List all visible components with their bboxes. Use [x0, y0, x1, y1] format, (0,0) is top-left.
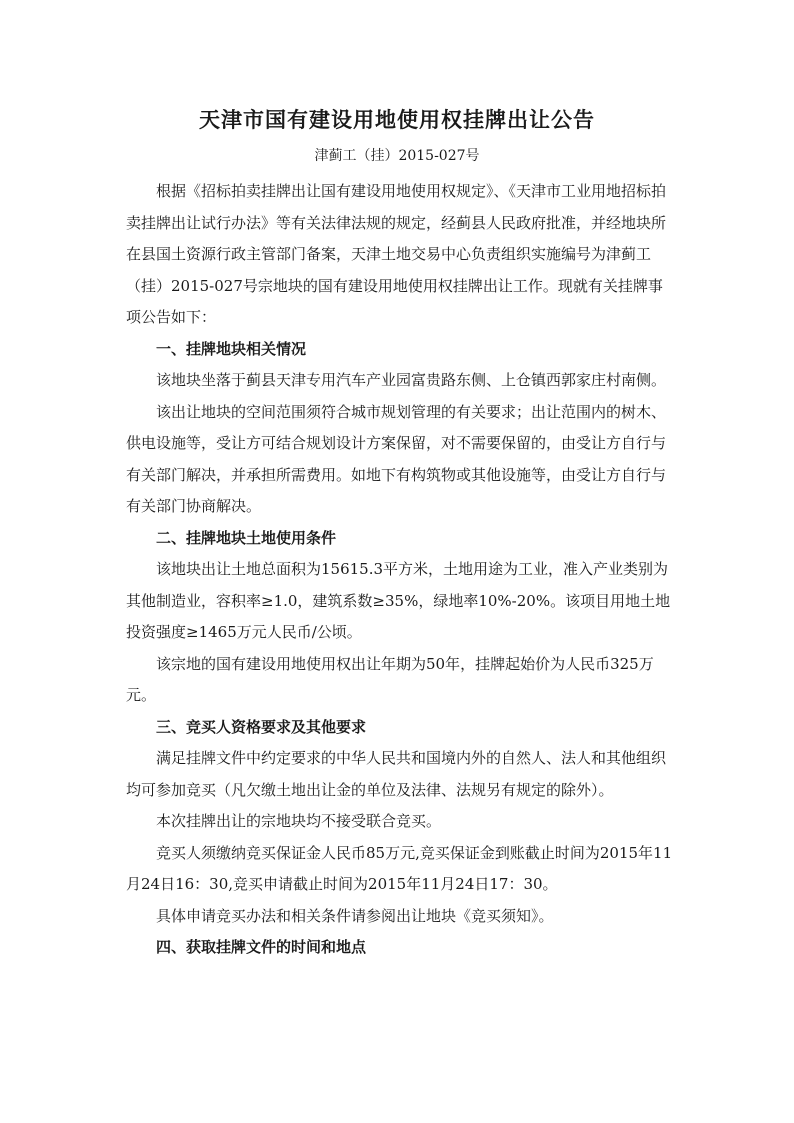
paragraph: 该地块坐落于蓟县天津专用汽车产业园富贵路东侧、上仓镇西郭家庄村南侧。 [156, 371, 667, 389]
document-body [126, 176, 676, 964]
intro-paragraph: 根据《招标拍卖挂牌出让国有建设用地使用权规定》、《天津市工业用地招标拍卖挂牌出让试行办法》等有关法律法规的规定，经蓟县人民政府批准，并经地块所在县国土资源行政主管部门备案，天津土地交易中心负责组织实施编号为津蓟工（挂）2015-027号宗地块的国有建设用地使用权挂牌出让工作。现就有关挂牌事项公告如下： [126, 182, 667, 326]
section-heading-1: 一、挂牌地块相关情况 [156, 339, 307, 358]
paragraph: 具体申请竞买办法和相关条件请参阅出让地块《竞买须知》。 [156, 906, 554, 925]
paragraph: 该宗地的国有建设用地使用权出让年期为50年，挂牌起始价为人民币325万元。 [126, 654, 654, 704]
section-heading-2: 二、挂牌地块土地使用条件 [156, 528, 337, 547]
page-title: 天津市国有建设用地使用权挂牌出让公告 [199, 108, 595, 132]
section-heading-4: 四、获取挂牌文件的时间和地点 [156, 938, 367, 956]
document-number: 津蓟工（挂）2015-027号 [314, 148, 480, 164]
paragraph: 本次挂牌出让的宗地块均不接受联合竞买。 [156, 812, 442, 830]
paragraph: 该出让地块的空间范围须符合城市规划管理的有关要求；出让范围内的树木、供电设施等，受让方可结合规划设计方案保留，对不需要保留的，由受让方自行与有关部门解决，并承担所需费用。如地下有构筑物或其他设施等，由受让方自行与有关部门协商解决。 [126, 402, 667, 515]
section-heading-3: 三、竞买人资格要求及其他要求 [156, 717, 367, 736]
paragraph: 该地块出让土地总面积为15615.3平方米，土地用途为工业，准入产业类别为其他制造业，容积率≥1.0，建筑系数≥35%，绿地率10%-20%。该项目用地土地投资强度≥1465万元人民币/公顷。 [126, 560, 671, 641]
paragraph: 竞买人须缴纳竞买保证金人民币85万元,竞买保证金到账截止时间为2015年11月24日16：30,竞买申请截止时间为2015年11月24日17：30。 [126, 843, 673, 893]
paragraph: 满足挂牌文件中约定要求的中华人民共和国境内外的自然人、法人和其他组织均可参加竞买（凡欠缴土地出让金的单位及法律、法规另有规定的除外）。 [126, 749, 667, 799]
